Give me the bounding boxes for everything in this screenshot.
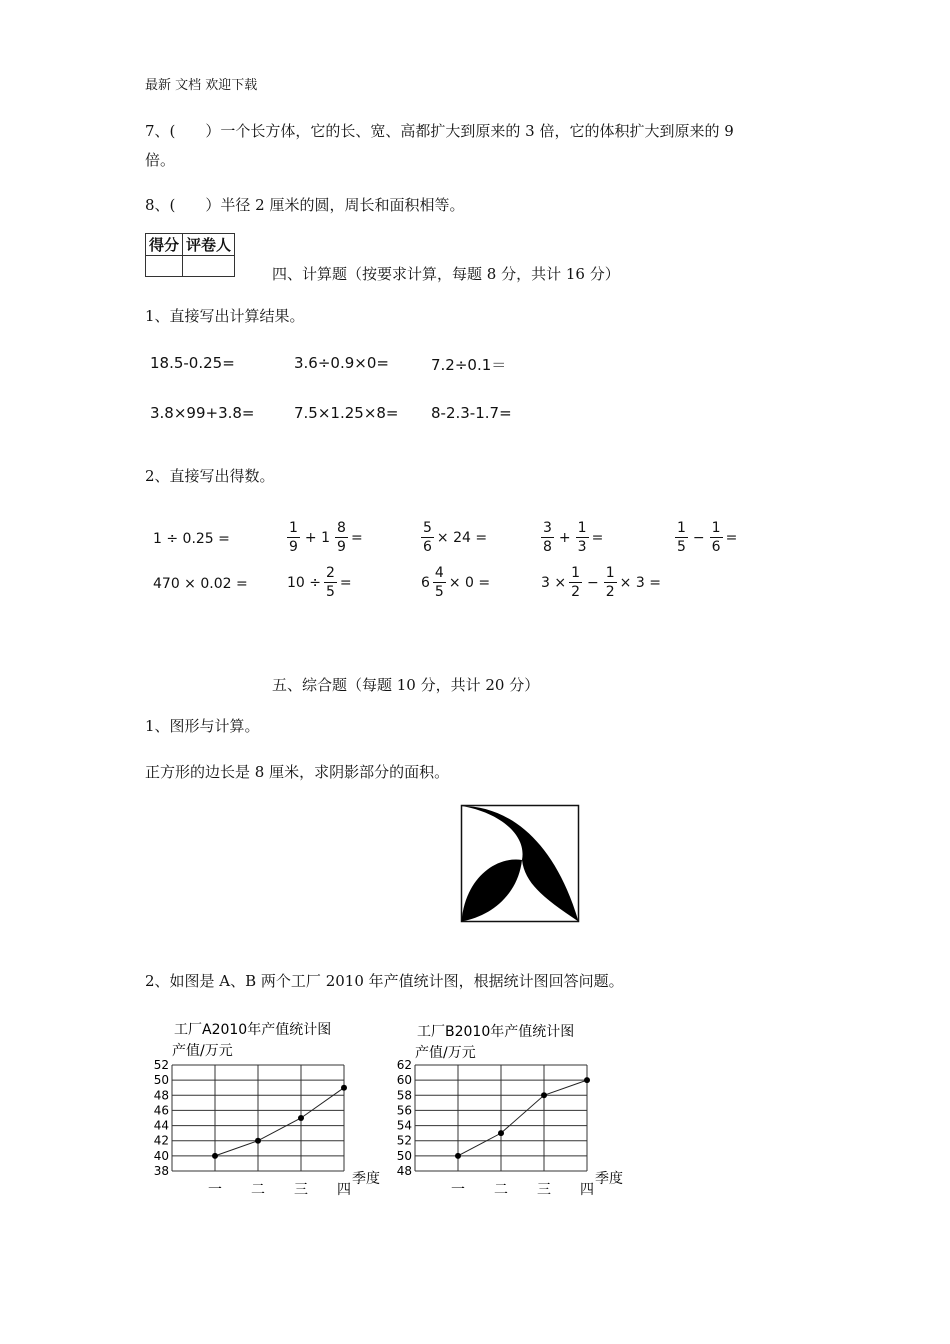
fraction (604, 566, 617, 599)
fraction (433, 566, 446, 599)
calc-1-2: 3.6÷0.9×0= (294, 354, 389, 372)
factory-b-chart (385, 1016, 645, 1202)
y-tick-label: 52 (153, 1058, 169, 1072)
question-7-line1: 7、( ）一个长方体，它的长、宽、高都扩大到原来的 3 倍，它的体积扩大到原来的 9 (145, 122, 734, 140)
x-category-label: 一 (451, 1182, 465, 1198)
x-category-label: 三 (537, 1182, 551, 1198)
denominator: 8 (543, 539, 552, 555)
mental-8-tail: × 0 = (448, 574, 491, 591)
mental-2 (287, 521, 363, 554)
calc-1-3: 7.2÷0.1＝ (431, 356, 507, 374)
data-point (541, 1092, 547, 1098)
y-tick-label: 46 (153, 1103, 169, 1118)
x-axis-label: 季度 (352, 1171, 380, 1187)
calc-2-2: 7.5×1.25×8= (294, 404, 399, 422)
mental-7 (287, 566, 352, 599)
data-point (584, 1077, 590, 1083)
section-4-title: 四、计算题（按要求计算，每题 8 分，共计 16 分） (272, 265, 620, 283)
numerator: 5 (423, 520, 432, 536)
mental-3-tail: × 24 = (436, 529, 488, 546)
data-point (212, 1153, 218, 1159)
y-tick-label: 62 (396, 1058, 412, 1072)
mental-9 (541, 566, 661, 599)
fraction (324, 566, 337, 599)
section-5-title: 五、综合题（每题 10 分，共计 20 分） (272, 676, 540, 694)
denominator: 5 (677, 539, 686, 555)
denominator: 9 (337, 539, 346, 555)
data-point (255, 1138, 261, 1144)
y-tick-label: 52 (396, 1133, 412, 1148)
denominator: 5 (434, 584, 444, 600)
x-category-label: 三 (294, 1182, 308, 1198)
y-tick-label: 50 (396, 1148, 412, 1163)
data-point (455, 1153, 461, 1159)
fraction (287, 521, 300, 554)
factory-a-chart (140, 1014, 390, 1200)
question-7-line2: 倍。 (145, 151, 176, 169)
whole-number: 6 (421, 574, 430, 591)
y-tick-label: 48 (153, 1088, 169, 1103)
y-axis-label: 产值/万元 (172, 1043, 233, 1059)
fraction (421, 521, 434, 554)
score-label: 得分 (146, 234, 183, 256)
data-point (341, 1085, 347, 1091)
mental-5 (675, 521, 737, 554)
equals: = (591, 529, 604, 546)
data-point (498, 1130, 504, 1136)
x-category-label: 一 (208, 1182, 222, 1198)
x-category-label: 四 (580, 1182, 594, 1198)
numerator: 1 (677, 520, 686, 536)
chart-title: 工厂B2010年产值统计图 (417, 1024, 575, 1040)
y-tick-label: 44 (153, 1118, 169, 1133)
x-category-label: 二 (251, 1182, 265, 1198)
calc-1-1: 18.5-0.25= (150, 354, 235, 372)
numerator: 1 (711, 520, 721, 536)
fraction (710, 521, 723, 554)
fraction (569, 566, 582, 599)
denominator: 2 (571, 584, 581, 600)
x-category-label: 四 (337, 1182, 351, 1198)
mental-8 (421, 566, 490, 599)
denominator: 6 (711, 539, 721, 555)
denominator: 6 (423, 539, 432, 555)
fraction (335, 521, 348, 554)
numerator: 2 (326, 565, 335, 581)
chart-title: 工厂A2010年产值统计图 (174, 1022, 332, 1038)
denominator: 5 (326, 584, 335, 600)
numerator: 1 (289, 520, 298, 536)
mental-7-head: 10 ÷ (287, 574, 321, 591)
x-category-label: 二 (494, 1182, 508, 1198)
data-point (298, 1115, 304, 1121)
y-tick-label: 56 (396, 1103, 412, 1118)
numerator: 4 (434, 565, 444, 581)
y-axis-label: 产值/万元 (415, 1045, 476, 1061)
numerator: 1 (571, 565, 581, 581)
equals: = (725, 529, 738, 546)
shaded-square-figure (460, 804, 582, 924)
question-8: 8、( ）半径 2 厘米的圆，周长和面积相等。 (145, 196, 465, 214)
denominator: 9 (289, 539, 298, 555)
operator: − (692, 529, 705, 546)
section-5-q1: 1、图形与计算。 (145, 717, 260, 735)
y-tick-label: 40 (153, 1148, 169, 1163)
numerator: 1 (577, 520, 587, 536)
operator: + (558, 529, 571, 546)
score-cell (146, 256, 183, 277)
section-5-q2: 2、如图是 A、B 两个工厂 2010 年产值统计图，根据统计图回答问题。 (145, 972, 624, 990)
mental-4 (541, 521, 603, 554)
mental-9-head: 3 × (541, 574, 567, 591)
mental-9-tail: × 3 = (619, 574, 661, 591)
denominator: 3 (577, 539, 587, 555)
score-box (145, 233, 235, 277)
numerator: 8 (337, 520, 346, 536)
fraction (675, 521, 688, 554)
numerator: 1 (605, 565, 615, 581)
series-line (458, 1080, 587, 1156)
y-tick-label: 48 (396, 1164, 412, 1178)
denominator: 2 (605, 584, 615, 600)
mental-6 (153, 576, 248, 592)
x-axis-label: 季度 (595, 1171, 623, 1187)
mental-6-text: 470 × 0.02 = (153, 576, 248, 592)
grader-label: 评卷人 (183, 234, 235, 256)
operator: − (587, 574, 599, 591)
y-tick-label: 58 (396, 1088, 412, 1103)
y-tick-label: 42 (153, 1133, 169, 1148)
y-tick-label: 38 (153, 1164, 169, 1178)
fraction (541, 521, 554, 554)
mental-3 (421, 521, 487, 554)
mental-1-text: 1 ÷ 0.25 = (153, 531, 230, 547)
section-4-q2: 2、直接写出得数。 (145, 467, 275, 485)
fraction (576, 521, 589, 554)
equals: = (350, 529, 363, 546)
calc-2-3: 8-2.3-1.7= (431, 404, 512, 422)
page-header: 最新 文档 欢迎下载 (145, 78, 258, 93)
calc-2-1: 3.8×99+3.8= (150, 404, 255, 422)
series-line (215, 1088, 344, 1156)
y-tick-label: 50 (153, 1073, 169, 1088)
y-tick-label: 60 (396, 1073, 412, 1088)
y-tick-label: 54 (396, 1118, 412, 1133)
operator: + 1 (304, 529, 331, 546)
numerator: 3 (543, 520, 552, 536)
grader-cell (183, 256, 235, 277)
equals: = (339, 574, 352, 591)
section-4-q1: 1、直接写出计算结果。 (145, 307, 305, 325)
section-5-q1-text: 正方形的边长是 8 厘米，求阴影部分的面积。 (145, 763, 450, 781)
mental-1 (153, 531, 230, 547)
